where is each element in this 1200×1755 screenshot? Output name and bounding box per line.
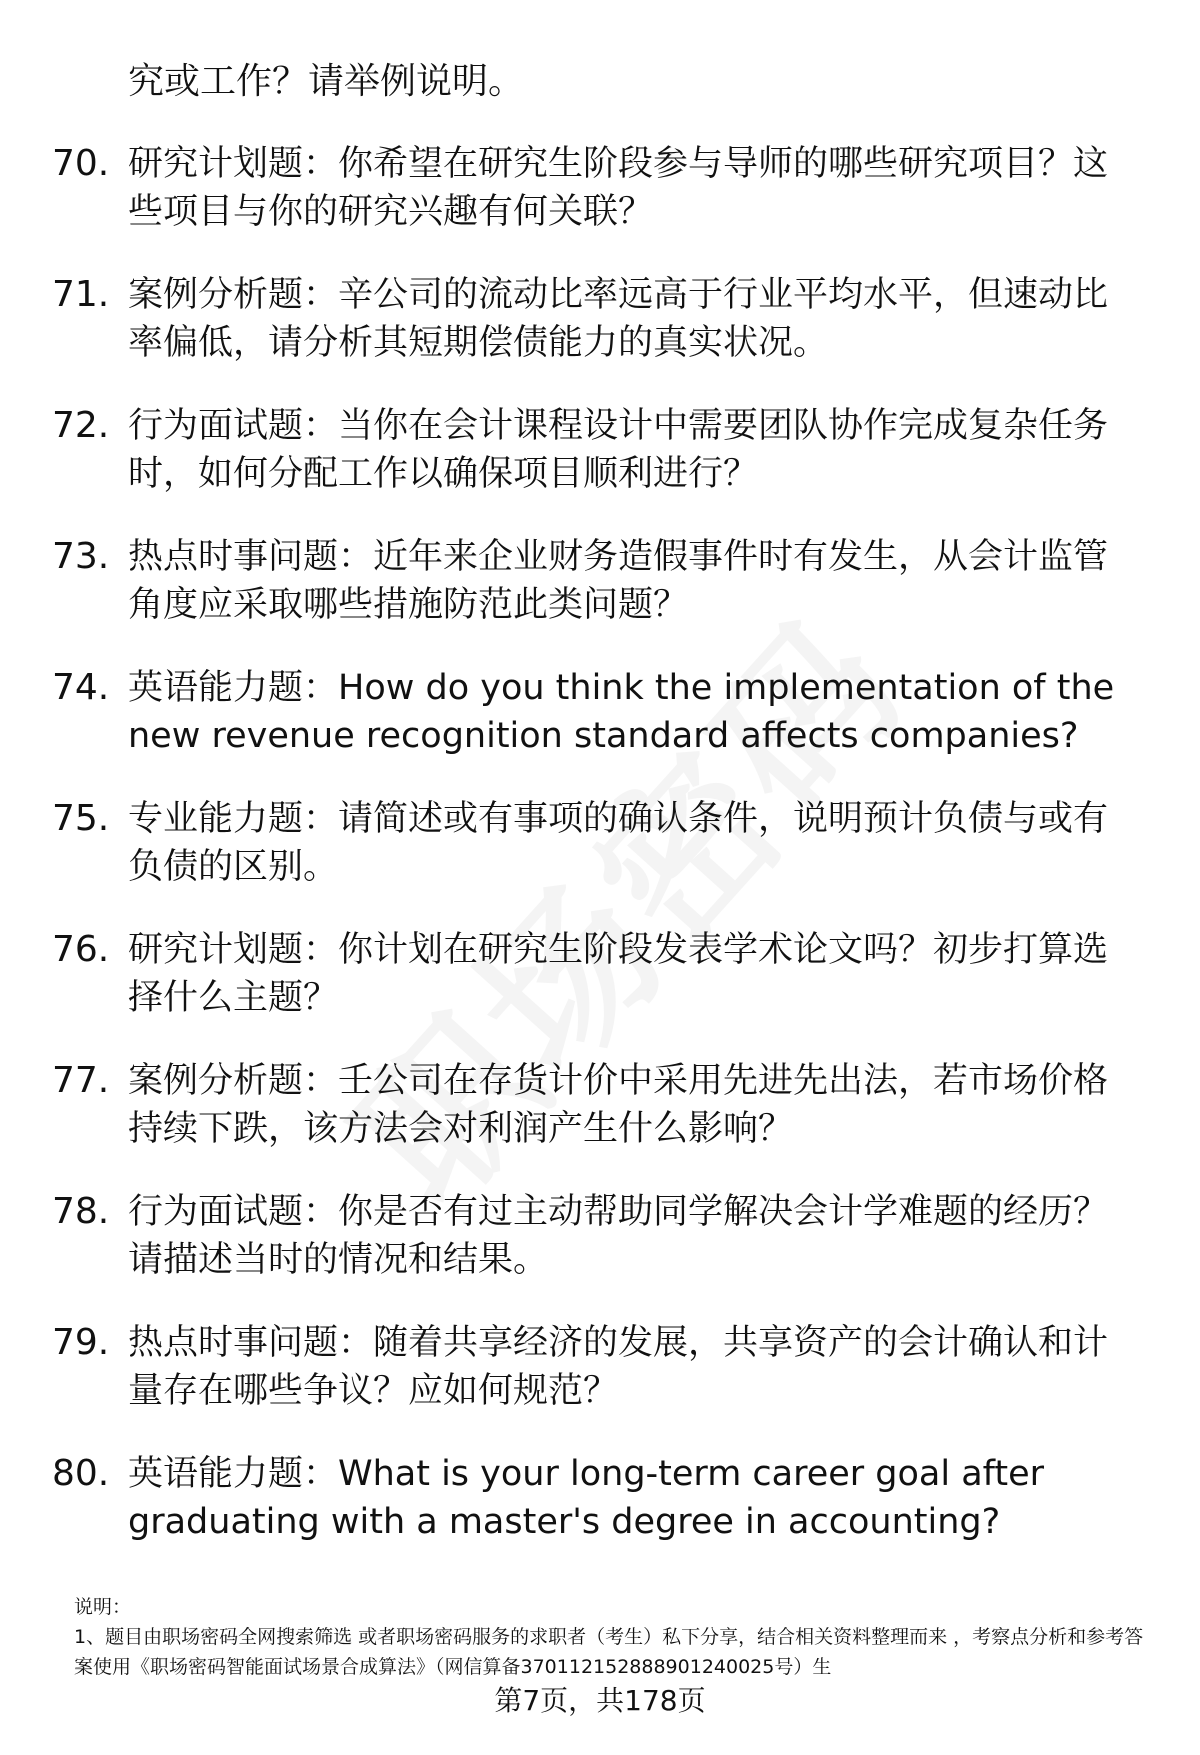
question-number: 70.	[52, 143, 110, 184]
question-item-75	[0, 795, 1200, 926]
question-text: 英语能力题：How do you think the implementation of the new revenue recognition standard affects companies?	[128, 668, 1115, 756]
question-number: 74.	[52, 667, 110, 708]
question-text: 行为面试题：当你在会计课程设计中需要团队协作完成复杂任务时，如何分配工作以确保项目顺利进行？	[128, 406, 1109, 494]
question-number: 80.	[52, 1453, 110, 1494]
question-text: 热点时事问题：随着共享经济的发展，共享资产的会计确认和计量存在哪些争议？应如何规范？	[128, 1323, 1109, 1411]
question-number: 76.	[52, 929, 110, 970]
question-number: 73.	[52, 536, 110, 577]
question-number: 78.	[52, 1191, 110, 1232]
notes-title: 说明：	[74, 1596, 132, 1618]
question-item-78	[0, 1188, 1200, 1319]
question-item-74	[0, 664, 1200, 795]
question-number: 79.	[52, 1322, 110, 1363]
page-footer: 第7页，共178页	[494, 1684, 706, 1717]
question-text: 英语能力题：What is your long-term career goal after graduating with a master's degree in accounting?	[128, 1454, 1045, 1542]
question-text: 案例分析题：辛公司的流动比率远高于行业平均水平，但速动比率偏低，请分析其短期偿债能力的真实状况。	[128, 275, 1109, 363]
question-continuation: 究或工作？请举例说明。	[128, 61, 525, 102]
question-list	[0, 140, 1200, 1581]
question-text: 案例分析题：壬公司在存货计价中采用先进先出法，若市场价格持续下跌，该方法会对利润产生什么影响？	[128, 1061, 1109, 1149]
question-number: 71.	[52, 274, 110, 315]
question-item-71	[0, 271, 1200, 402]
question-item-79	[0, 1319, 1200, 1450]
question-item-80	[0, 1450, 1200, 1581]
question-item-76	[0, 926, 1200, 1057]
question-text: 热点时事问题：近年来企业财务造假事件时有发生，从会计监管角度应采取哪些措施防范此类问题？	[128, 537, 1109, 625]
question-text: 研究计划题：你计划在研究生阶段发表学术论文吗？初步打算选择什么主题？	[128, 930, 1109, 1018]
question-text: 专业能力题：请简述或有事项的确认条件，说明预计负债与或有负债的区别。	[128, 799, 1109, 887]
question-item-77	[0, 1057, 1200, 1188]
question-number: 72.	[52, 405, 110, 446]
question-text: 行为面试题：你是否有过主动帮助同学解决会计学难题的经历？请描述当时的情况和结果。	[128, 1192, 1109, 1280]
question-item-72	[0, 402, 1200, 533]
question-number: 77.	[52, 1060, 110, 1101]
question-number: 75.	[52, 798, 110, 839]
question-item-73	[0, 533, 1200, 664]
notes-section	[74, 1592, 1154, 1682]
question-text: 研究计划题：你希望在研究生阶段参与导师的哪些研究项目？这些项目与你的研究兴趣有何关联？	[128, 144, 1109, 232]
question-item-70	[0, 140, 1200, 271]
notes-body: 1、题目由职场密码全网搜索筛选 或者职场密码服务的求职者（考生）私下分享，结合相关资料整理而来 ，考察点分析和参考答案使用《职场密码智能面试场景合成算法》（网信算备370112152888901240025号）生	[74, 1626, 1144, 1678]
